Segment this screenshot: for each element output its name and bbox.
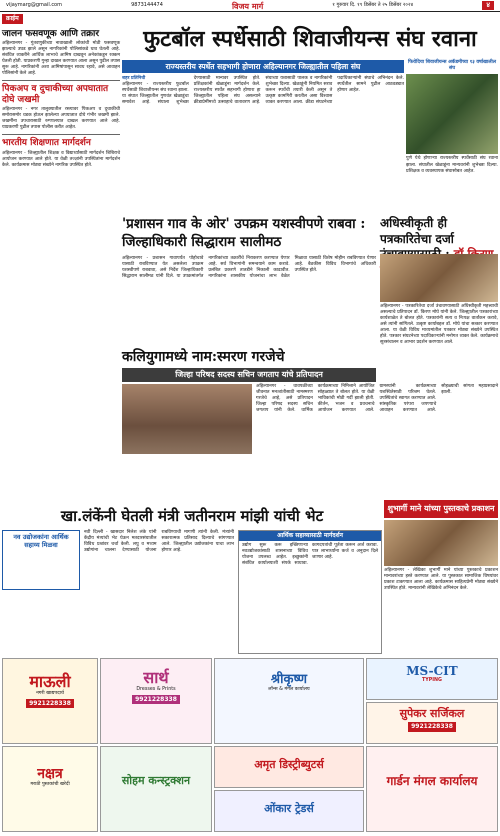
divider	[2, 80, 120, 81]
main-story-photo-panel	[406, 60, 498, 214]
left-story2-headline: पिकअप व दुचाकीच्या अपघातात दोघे जखमी	[2, 84, 109, 105]
left-story2-body: अहिल्यानगर - नगर तालुक्यातील रस्त्यावर पिकअप व दुचाकीची समोरासमोर धडक होऊन झालेल्या अपघातात दोघे गंभीर जखमी झाले. जखमींना उपचारासाठी रुग्णालयात दाखल करण्यात आले आहे. याप्रकरणी पुढील तपास पोलीस करीत आहेत.	[2, 106, 120, 131]
guidance-box	[238, 530, 382, 654]
story-c-headline	[380, 216, 498, 252]
story-c-headline-text: अधिस्वीकृती ही पत्रकारितेचा दर्जा	[380, 216, 454, 246]
story-b-body	[122, 256, 376, 342]
book-launch-photo	[384, 520, 498, 566]
ad-mscit	[366, 658, 498, 700]
ad-sarth-sub: Dresses & Prints	[136, 686, 176, 692]
story-e-columns	[84, 530, 234, 654]
story-c-text: अहिल्यानगर - पत्रकारितेचा दर्जा उंचावण्यासाठी अधिस्वीकृती महत्त्वाची असल्याचे प्रतिपादन डॉ. किरण मोघे यांनी केले. जिल्ह्यातील पत्रकारांच्या कार्यशाळेत ते बोलत होते. पत्रकारांनी सत्य व निःपक्ष वार्तांकन करावे, असे त्यांनी सांगितले. उत्कृष्ट कार्याबद्दल डॉ. मोघे यांचा सत्कार करण्यात आला. या वेळी विविध माध्यमांतील पत्रकार मोठ्या संख्येने उपस्थित होते. पत्रकार संघटनेच्या पदाधिकाऱ्यांनी मनोगत व्यक्त केले. कार्यक्रमाचे सूत्रसंचालन व आभार प्रदर्शन करण्यात आले.	[380, 304, 498, 346]
ad-amrut-title: अमृत डिस्ट्रीब्युटर्स	[254, 758, 324, 771]
ad-shrikrishna	[214, 658, 364, 744]
photo-panel-body: पुणे येथे होणाऱ्या राज्यस्तरीय स्पर्धेसाठी संघ रवाना झाला. संघातील खेळाडूंना मान्यवरांनी शुभेच्छा दिल्या. प्रशिक्षक व व्यवस्थापक संघासोबत आहेत.	[406, 156, 498, 174]
ad-supekar	[366, 702, 498, 744]
story-d-headline: कलियुगामध्ये नाम:स्मरण गरजेचे	[122, 349, 285, 365]
ad-mscit-sub: TYPING	[422, 678, 442, 684]
story-f-text: अहिल्यानगर - लेखिका शुभार्गी माने यांच्या पुस्तकाचे प्रकाशन मान्यवरांच्या हस्ते करण्यात आले. या पुस्तकात सामाजिक विषयांवर प्रकाश टाकण्यात आला आहे. कार्यक्रमास साहित्यप्रेमी मोठ्या संख्येने उपस्थित होते. मान्यवरांनी लेखिकेचे अभिनंदन केले.	[384, 568, 498, 592]
masthead-phone: 9873144474	[131, 2, 163, 9]
masthead-email: vijaymarg@gmail.com	[6, 2, 62, 9]
left-story1-body: अहिल्यानगर - गुंतवणुकीच्या नावाखाली लोकांची मोठी फसवणूक झाल्याचे उघड झाले असून नागरिकांनी पोलिसांकडे धाव घेतली आहे. संबंधित व्यक्तीने आर्थिक लाभाचे आमिष दाखवून अनेकांकडून रक्कम घेतली होती. याप्रकरणी गुन्हा दाखल करण्यात आला असून पुढील तपास सुरू आहे. नागरिकांनी अशा आमिषांपासून सावध रहावे, असे आवाहन पोलिसांनी केले आहे.	[2, 40, 120, 77]
left-column	[2, 14, 120, 514]
main-body-text: अहिल्यानगर - राज्यस्तरीय फुटबॉल स्पर्धेसाठी शिवाजीयन्स संघ रवाना झाला. या संघात जिल्ह्यातील गुणवंत खेळाडूंचा समावेश आहे. संघाला शुभेच्छा देण्यासाठी मान्यवर उपस्थित होते. प्रशिक्षकांनी खेळाडूंना मार्गदर्शन केले. राज्यस्तरीय स्पर्धेत सहभागी होणारा हा जिल्ह्यातील पहिला संघ असल्याने क्रीडाप्रेमींमध्ये उत्साहाचे वातावरण आहे. संघाच्या यशासाठी पालक व नागरिकांनी शुभेच्छा दिल्या. खेळाडूंनी नियमित सराव करून स्पर्धेची तयारी केली असून ते उत्कृष्ट कामगिरी करतील असा विश्वास व्यक्त करण्यात आला. क्रीडा संघटनेच्या पदाधिकाऱ्यांनी संघाचे अभिनंदन केले. स्पर्धेतील सामने पुढील आठवड्यात होणार आहेत.	[122, 76, 404, 106]
main-story-body	[122, 76, 404, 214]
ad-shrikrishna-title: श्रीकृष्ण	[270, 672, 308, 687]
section-tag: क्राईम	[2, 14, 23, 24]
story-f-body	[384, 520, 498, 656]
ad-nakshatra-sub: मराठी पुस्तकांची खरेदी	[30, 782, 70, 788]
ad-sarth-title: सार्थ	[143, 668, 169, 687]
photo-caption: फिरोदिया शिवाजीयन्स अकॅडमीच्या १३ वर्षाखालील संघ	[408, 60, 496, 72]
ad-omkar-title: ओंकार ट्रेडर्स	[264, 802, 314, 815]
felicitation-photo	[380, 254, 498, 302]
team-photo	[406, 74, 498, 154]
ad-sarth	[100, 658, 212, 744]
story-d-body	[122, 384, 498, 500]
ad-supekar-phone: 9921228338	[408, 722, 456, 732]
main-dateline: शहर प्रतिनिधी	[122, 76, 146, 81]
ad-garden	[366, 746, 498, 832]
ad-mauli-phone: 9921228338	[26, 699, 74, 709]
ad-sarth-phone: 9921228338	[132, 695, 180, 705]
gathering-photo	[122, 384, 252, 454]
ad-shrikrishna-sub: लॉन्स & मंगल कार्यालय	[268, 687, 310, 693]
story-b-headline: 'प्रशासन गाव के ओर' उपक्रम यशस्वीपणे राबवा : जिल्हाधिकारी सिद्धाराम सालीमठ	[122, 216, 366, 250]
story-d-subhead: जिल्हा परिषद सदस्य सचिन जगताप यांचे प्रतिपादन	[122, 368, 376, 382]
page-number: ४	[482, 1, 494, 10]
main-headline: फुटबॉल स्पर्धेसाठी शिवाजीयन्स संघ रवाना	[143, 26, 477, 52]
story-e-headline: खा.लंकेंनी घेतली मंत्री जतीनराम मांझी यांची भेट	[60, 507, 324, 525]
ad-supekar-title: सुपेकर सर्जिकल	[399, 707, 465, 720]
left-story3-headline: भारतीय शिक्षणात मार्गदर्शन	[2, 138, 91, 149]
story-e-text: नवी दिल्ली - खासदार निलेश लंके यांनी केंद्रीय मंत्र्यांची भेट घेऊन मतदारसंघातील विविध प्रश्नांवर चर्चा केली. लघु व मध्यम उद्योगांना चालना देण्यासाठी योजना राबविण्याची मागणी त्यांनी केली. मंत्र्यांनी सकारात्मक प्रतिसाद दिल्याचे सांगण्यात आले. जिल्ह्यातील उद्योजकांना याचा लाभ होणार आहे.	[84, 530, 234, 554]
story-d-text: अहिल्यानगर - धावपळीच्या जीवनात मनःशांतीसाठी नामस्मरण गरजेचे आहे, असे प्रतिपादन जिल्हा परिषद सदस्य सचिन जगताप यांनी केले. धार्मिक कार्यक्रमाच्या निमित्ताने आयोजित सोहळ्यात ते बोलत होते. या वेळी भाविकांची मोठी गर्दी झाली होती. कीर्तन, भजन व प्रवचनाचे आयोजन करण्यात आले. ग्रामस्थांनी कार्यक्रमाच्या यशस्वितेसाठी परिश्रम घेतले. उपस्थितांचे स्वागत करण्यात आले. सांस्कृतिक परंपरा जपण्याचे आवाहन करण्यात आले. सोहळ्याची सांगता महाप्रसादाने झाली.	[256, 384, 498, 414]
ad-soham	[100, 746, 212, 832]
masthead	[0, 0, 500, 12]
story-b-text: अहिल्यानगर - प्रशासन गावापर्यंत पोहोचावे यासाठी राबविण्यात येत असलेला उपक्रम यशस्वीपणे राबवावा, असे निर्देश जिल्हाधिकारी सिद्धाराम सालीमठ यांनी दिले. या उपक्रमांतर्गत नागरिकांच्या तक्रारींचे निराकरण करण्यात येणार आहे. सर्व विभागांनी समन्वयाने काम करावे. प्रलंबित प्रकरणे तातडीने निकाली काढावीत. नागरिकांना शासकीय योजनांचा लाभ वेळेत मिळावा यासाठी विशेष मोहीम राबविण्यात येणार आहे. बैठकीस विविध विभागांचे अधिकारी उपस्थित होते.	[122, 256, 376, 280]
story-d-columns	[256, 384, 498, 500]
story-f-headline: शुभार्गी माने यांच्या पुस्तकाचे प्रकाशन	[384, 500, 498, 518]
paper-name: विजय मार्ग	[231, 0, 264, 11]
ad-nakshatra-title: नक्षत्र	[37, 766, 63, 782]
left-story3-body: अहिल्यानगर - जिल्ह्यातील शिक्षक व विद्यार्थ्यांसाठी मार्गदर्शन शिबिराचे आयोजन करण्यात आले होते. या वेळी तज्ज्ञांनी उपस्थितांना मार्गदर्शन केले. कार्यक्रमास मोठ्या संख्येने नागरिक उपस्थित होते.	[2, 150, 120, 168]
guidance-box-text: उद्योग सुरू करू इच्छिणाऱ्या नवउद्योजकांसाठी शासनाच्या विविध योजना उपलब्ध आहेत. इच्छुकांनी संबंधित कार्यालयाशी संपर्क साधावा. कागदपत्रांची पूर्तता करून अर्ज करावा. पात्र लाभार्थ्यांना कर्ज व अनुदान दिले जाणार आहे.	[242, 542, 378, 566]
ad-omkar	[214, 790, 364, 832]
ad-mauli-sub: नगरी खाद्यपदार्थ	[36, 690, 64, 696]
entrepreneur-ad	[2, 530, 80, 590]
ad-amrut	[214, 746, 364, 788]
ad-mscit-title: MS-CIT	[406, 664, 458, 678]
ad-mauli	[2, 658, 98, 744]
main-subhead: राज्यस्तरीय स्पर्धेत सहभागी होणारा अहिल्यानगर जिल्ह्यातील पहिला संघ	[122, 60, 404, 73]
ad-garden-title: गार्डन मंगल कार्यालय	[386, 774, 478, 788]
guidance-box-title: आर्थिक सहाय्यासाठी मार्गदर्शन	[239, 531, 381, 541]
ad-mauli-title: माऊली	[29, 672, 71, 691]
divider	[2, 134, 120, 135]
date-line: १ गुरुवार दि. १९ डिसेंबर ते २५ डिसेंबर २०२४	[332, 2, 414, 9]
story-e-body	[2, 530, 382, 654]
entrepreneur-ad-title: नव उद्योजकांना आर्थिक सहाय्य मिळवा	[13, 533, 69, 550]
left-story1-headline: जालन फसवणूक आणि तक्रार	[2, 28, 100, 39]
ad-soham-title: सोहम कन्स्ट्रक्शन	[121, 774, 191, 787]
ad-nakshatra	[2, 746, 98, 832]
advertisements	[2, 658, 498, 834]
